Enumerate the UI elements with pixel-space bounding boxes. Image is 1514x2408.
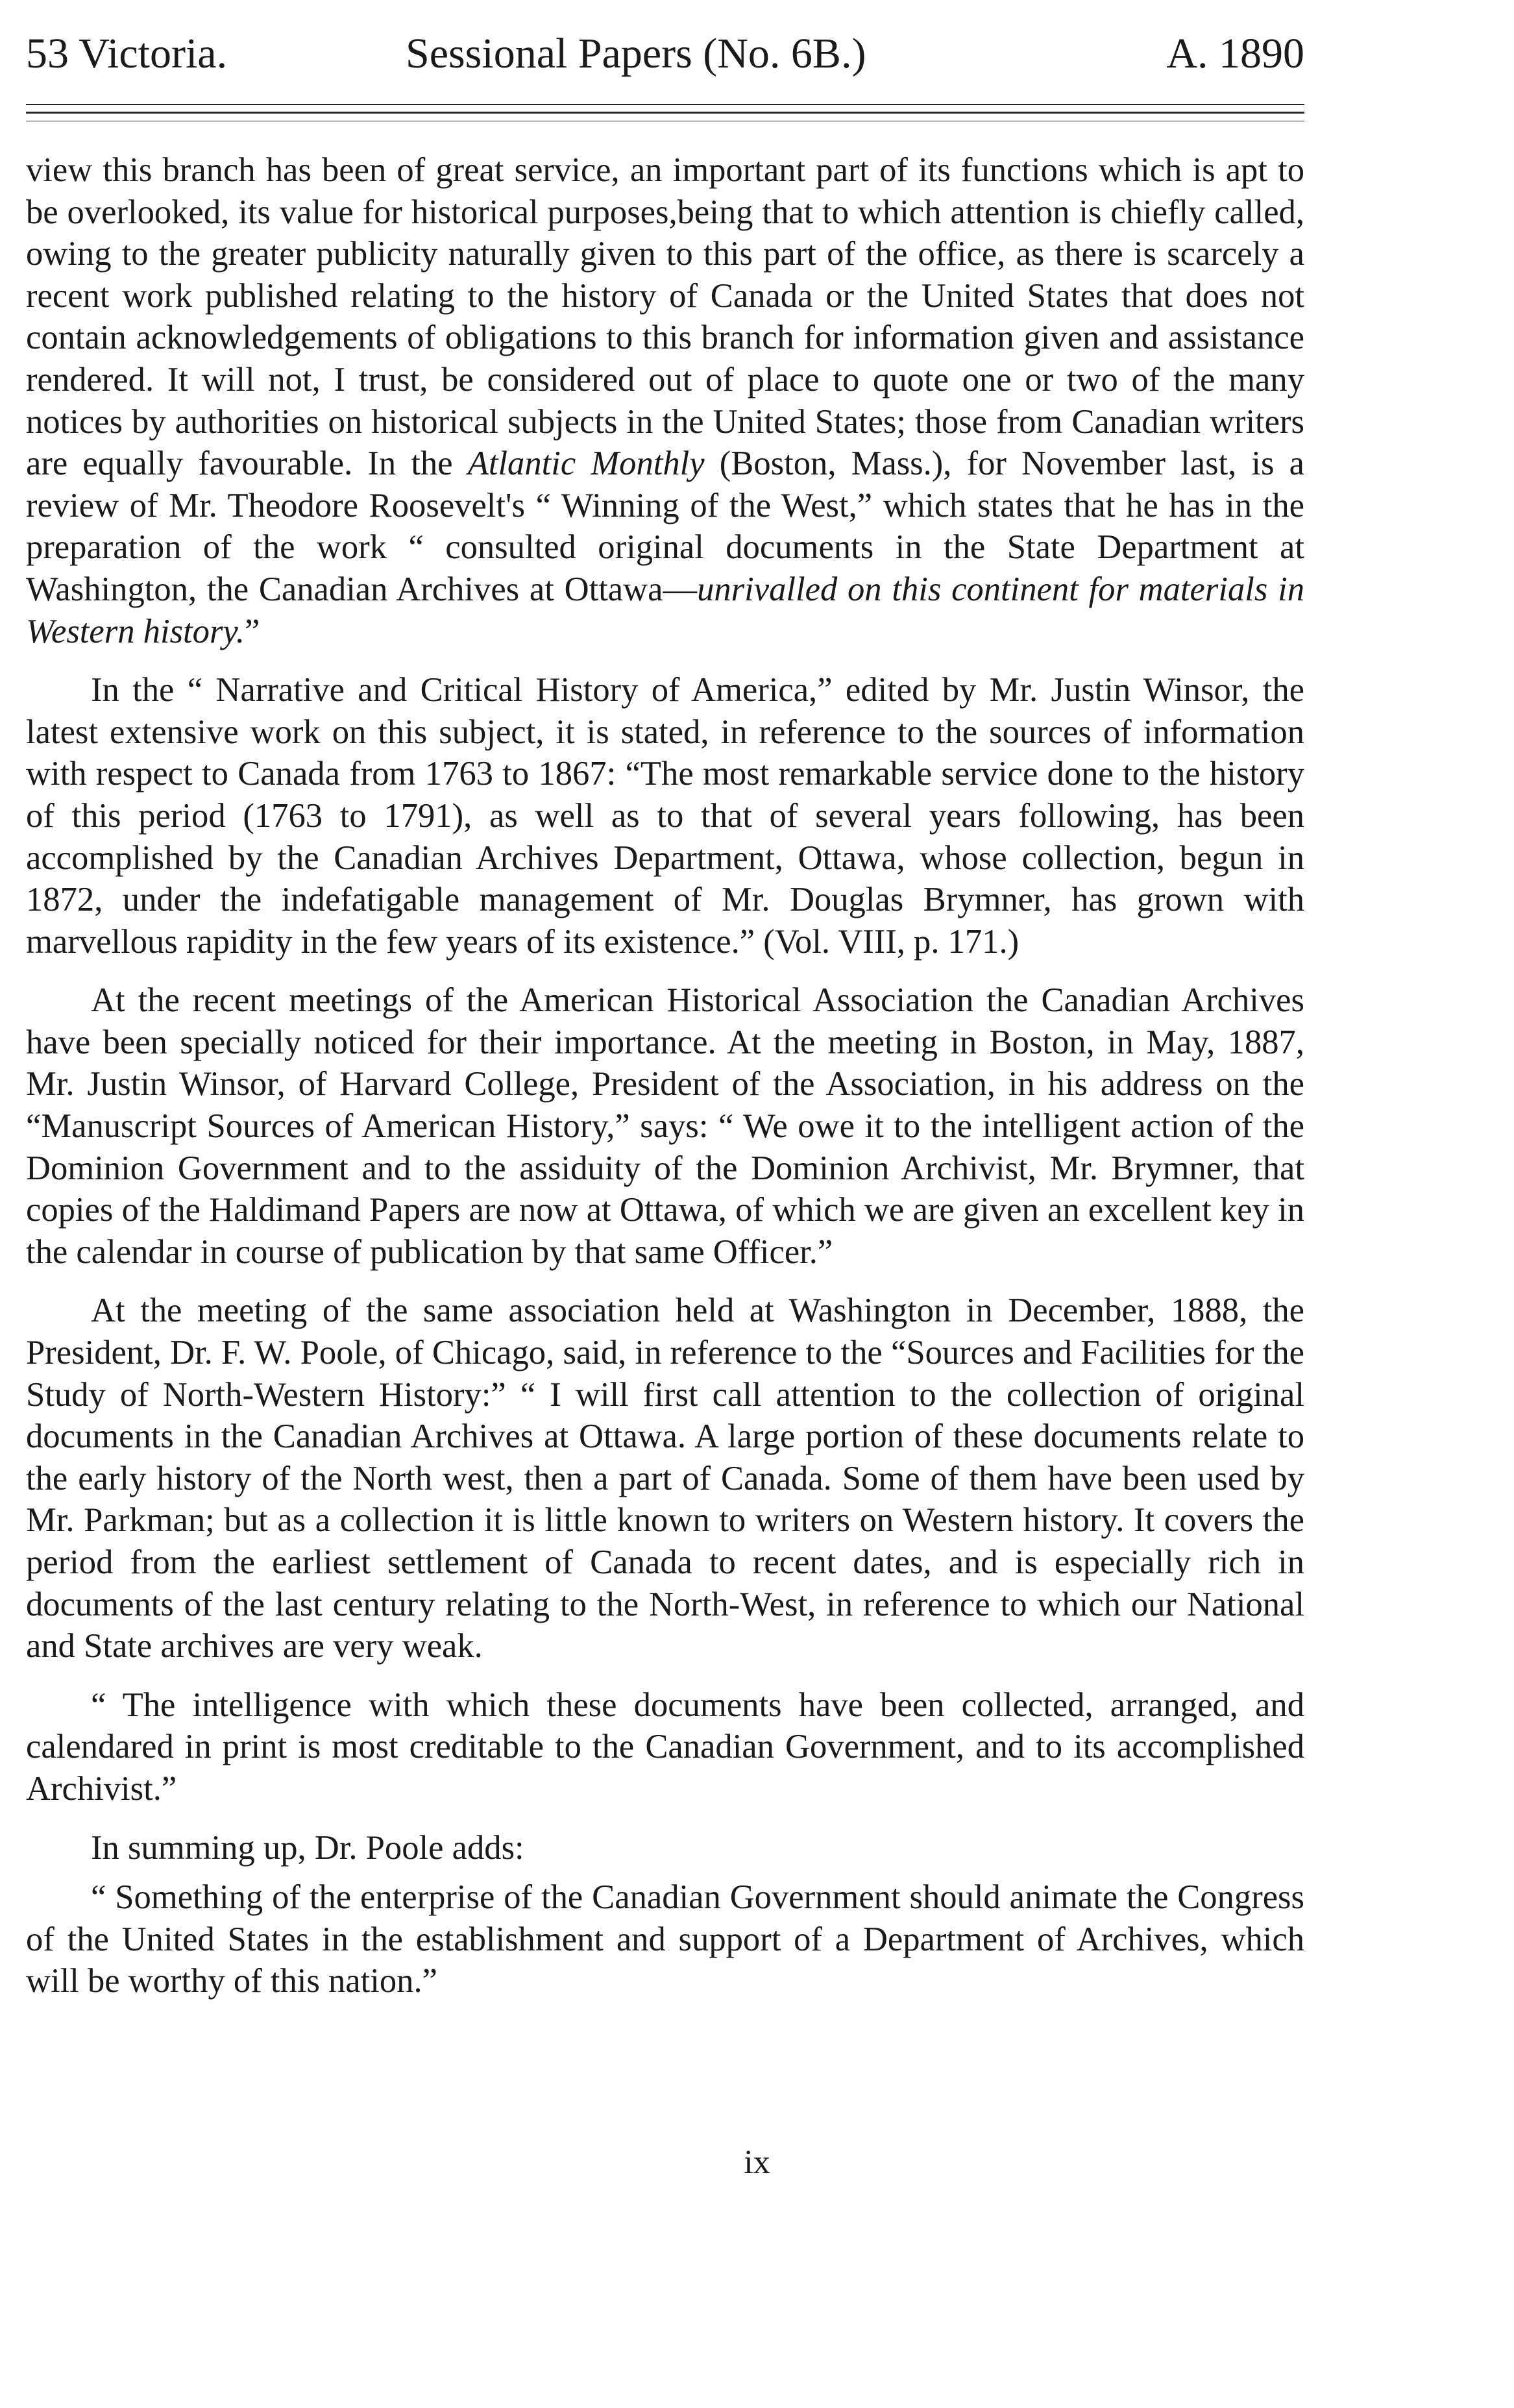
journal-title: Atlantic Monthly bbox=[467, 445, 705, 483]
emphasized-quote: unrivalled on this continent for materials in Western history. bbox=[26, 570, 1304, 650]
header-year: A. 1890 bbox=[1166, 30, 1304, 77]
paragraph-continued: view this branch has been of great service, an important part of its functions which is apt to be overlooked, its value for historical purposes,being that to which attention is chiefly called, owing to the greater publicity naturally given to this part of the office, as there is scarcely a recent work published relating to the history of Canada or the United States that does not contain acknowledgements of obligations to this branch for information given and assistance rendered. It will not, I trust, be considered out of place to quote one or two of the many notices by authorities on historical subjects in the United States; those from Canadian writers are equally favourable. In the Atlantic Monthly (Boston, Mass.), for November last, is a review of Mr. Theodore Roosevelt's “ Winning of the West,” which states that he has in the preparation of the work “ consulted original documents in the State Department at Washington, the Canadian Archives at Ottawa—unrivalled on this continent for materials in Western history.” bbox=[26, 151, 1304, 650]
header-rule bbox=[26, 112, 1304, 114]
paragraph: In summing up, Dr. Poole adds: bbox=[91, 1828, 524, 1867]
paragraph: “ The intelligence with which these documents have been collected, arranged, and calendared in print is most creditable to the Canadian Government, and to its accomplished Archivist.” bbox=[26, 1686, 1304, 1808]
paragraph: At the meeting of the same association held at Washington in December, 1888, the President, Dr. F. W. Poole, of Chicago, said, in reference to the “Sources and Facilities for the Study of North-Western History:” “ I will first call attention to the collection of original documents in the Canadian Archives at Ottawa. A large portion of these documents relate to the early history of the North west, then a part of Canada. Some of them have been used by Mr. Parkman; but as a collection it is little known to writers on Western history. It covers the period from the earliest settlement of Canada to recent dates, and is especially rich in documents of the last century relating to the North-West, in reference to which our National and State archives are very weak. bbox=[26, 1292, 1304, 1665]
paragraph: “ Something of the enterprise of the Canadian Government should animate the Congress of the United States in the establishment and support of a Department of Archives, which will be worthy of this nation.” bbox=[26, 1878, 1304, 2000]
paragraph: In the “ Narrative and Critical History of America,” edited by Mr. Justin Winsor, the latest extensive work on this subject, it is stated, in reference to the sources of information with respect to Canada from 1763 to 1867: “The most remarkable service done to the history of this period (1763 to 1791), as well as to that of several years following, has been accomplished by the Canadian Archives Department, Ottawa, whose collection, begun in 1872, under the indefatigable management of Mr. Douglas Brymner, has grown with marvellous rapidity in the few years of its existence.” (Vol. VIII, p. 171.) bbox=[26, 671, 1304, 961]
header-session: 53 Victoria. bbox=[26, 30, 228, 77]
page-number: ix bbox=[744, 2144, 770, 2181]
body-text bbox=[26, 149, 1304, 2002]
header-title: Sessional Papers (No. 6B.) bbox=[406, 30, 866, 77]
header-rule bbox=[26, 104, 1304, 105]
paragraph: At the recent meetings of the American Historical Association the Canadian Archives have been specially noticed for their importance. At the meeting in Boston, in May, 1887, Mr. Justin Winsor, of Harvard College, President of the Association, in his address on the “Manuscript Sources of American History,” says: “ We owe it to the intelligent action of the Dominion Government and to the assiduity of the Dominion Archivist, Mr. Brymner, that copies of the Haldimand Papers are now at Ottawa, of which we are given an excellent key in the calendar in course of publication by that same Officer.” bbox=[26, 981, 1304, 1271]
running-header bbox=[26, 25, 1304, 83]
